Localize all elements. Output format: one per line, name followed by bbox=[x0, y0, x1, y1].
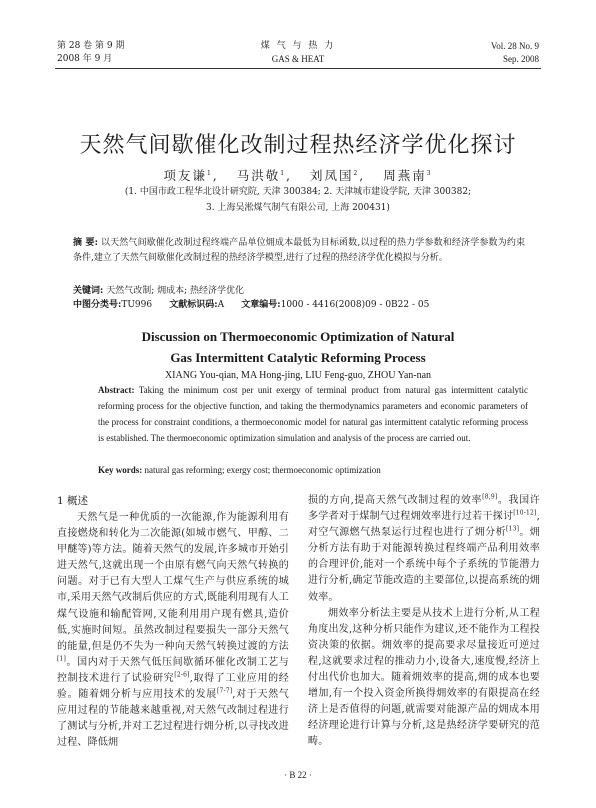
abstract-en bbox=[98, 382, 528, 446]
text-run: 。国内对于天然气低压间歇循环催化改制工艺与控制技术进行了试验研究 bbox=[57, 656, 289, 684]
article-number-value: 1000 - 4416(2008)09 - 0B22 - 05 bbox=[280, 300, 430, 310]
text-run: 天然气是一种优质的一次能源,作为能源利用有直接燃烧和转化为二次能源(如城市燃气、甲醇、二甲醚等)等方法。随着天然气的发展,许多城市开始引进天然气,这就出现一个由原有燃气向天然气转换的问题。对于已有大型人工煤气生产与供应系统的城市,采用天然气改制后供应的方式,既能利用现有人工煤气设施和输配管网,又能利用用户现有燃具,造价低,实施时间短。虽然改制过程要损失一部分天然气的能量,但是仍不失为一种向天然气转换过渡的方法 bbox=[57, 512, 289, 652]
text-run: 。我国许多学者对于煤制气过程㶲效率进行过若干探讨 bbox=[308, 495, 540, 523]
authors-cn: 项友谦$^1$, 马洪敬$^1$, 刘凤国$^2$, 周燕南$^3$ bbox=[163, 168, 433, 183]
journal-volume-en: Vol. 28 No. 9 bbox=[490, 41, 539, 51]
keywords-cn bbox=[73, 284, 525, 299]
paragraph bbox=[57, 510, 289, 751]
text-run: ,对于天然气应用过程的节能越来越重视,对天然气改制过程进行了测试与分析,并对工艺过程进行㶲分析,以寻找改进过程、降低㶲 bbox=[57, 689, 289, 749]
text-run: ,取得了工业应用的经验。随着㶲分析与应用技术的发展 bbox=[57, 672, 289, 701]
doc-code-value: A bbox=[217, 300, 225, 310]
author-affil-mark: 2 bbox=[353, 169, 360, 177]
citation: [8,9] bbox=[482, 493, 498, 501]
author-affil-mark: 3 bbox=[426, 169, 433, 177]
citation: [7-7] bbox=[216, 687, 233, 695]
article-number-label: 文章编号: bbox=[241, 300, 281, 310]
citation: [1] bbox=[57, 655, 67, 663]
affiliation-line-1: (1. 中国市政工程华北设计研究院, 天津 300384; 2. 天津城市建设学院, 天津 300382; bbox=[124, 187, 472, 197]
keywords-cn-label: 关键词: bbox=[73, 286, 104, 296]
abstract-en-text: Taking the minimum cost per unit exergy of terminal product from natural gas intermittent catalytic reforming process for the objective function, and taking the thermodynamics parameters and economic parameters of the process for constraint conditions, a thermoeconomic model for natural gas intermittent catalytic reforming process is established. The thermoeconomic optimization simulation and analysis of the process are carried out. bbox=[98, 385, 528, 443]
affiliation-line-2: 3. 上海吴淞煤气制气有限公司, 上海 200431) bbox=[206, 203, 390, 213]
clc-value: TU996 bbox=[121, 300, 153, 310]
text-run: 损的方向,提高天然气改制过程的效率 bbox=[308, 495, 483, 506]
citation: [13] bbox=[506, 525, 520, 533]
header-rule bbox=[55, 68, 541, 69]
paragraph: 㶲效率分析法主要是从技术上进行分析,从工程角度出发,这种分析只能作为建议,还不能作为工程投资决策的依据。㶲效率的提高要求尽量接近可逆过程,这就要求过程的推动力小,设备大,速度慢,经济上付出代价也加大。随着㶲效率的提高,㶲的成本也要增加,有一个投入资金所换得㶲效率的有限提高在经济上是否值得的问题,就需要对能源产品的㶲成本用经济理论进行计算与分析,这是热经济学要研究的范畴。 bbox=[308, 607, 540, 748]
abstract-cn-text: 以天然气间歇催化改制过程终端产品单位㶲成本最低为目标函数,以过程的热力学参数和经济学参数为约束条件,建立了天然气间歇催化改制过程的热经济学模型,进行了过程的热经济学优化模拟与分析。 bbox=[73, 238, 525, 263]
authors-en: XIANG You-qian, MA Hong-jing, LIU Feng-guo, ZHOU Yan-nan bbox=[164, 370, 432, 381]
body-column-right bbox=[308, 493, 540, 751]
paper-title-en-line-2: Gas Intermittent Catalytic Reforming Process bbox=[170, 350, 426, 365]
abstract-cn-label: 摘 要: bbox=[73, 238, 98, 248]
classification-line bbox=[73, 298, 525, 313]
keywords-en-label: Key words: bbox=[98, 465, 143, 475]
journal-date: 2008 年 9 月 bbox=[57, 54, 113, 64]
paper-title-en-line-1: Discussion on Thermoeconomic Optimization of Natural bbox=[141, 329, 455, 344]
author-name: 项友谦 bbox=[163, 168, 207, 183]
section-heading-overview: 1 概述 bbox=[57, 495, 89, 507]
keywords-en bbox=[98, 462, 528, 478]
citation: [10-12] bbox=[513, 509, 537, 517]
text-run: ,对空气源燃气热泵运行过程也进行了㶲分析 bbox=[308, 511, 540, 539]
paper-title-cn: 天然气间歇催化改制过程热经济学优化探讨 bbox=[79, 133, 517, 158]
citation: [2-6] bbox=[174, 671, 190, 679]
keywords-en-text: natural gas reforming; exergy cost; thermoeconomic optimization bbox=[144, 465, 381, 475]
abstract-cn bbox=[73, 236, 525, 266]
clc-label: 中图分类号: bbox=[73, 300, 122, 310]
text-run: 。㶲分析方法有助于对能源转换过程终端产品利用效率的合理评价,能对一个系统中每个子系统的节能潜力进行分析,确定节能改造的主要部位,以提高系统的㶲效率。 bbox=[308, 527, 540, 603]
journal-volume-issue: 第 28 卷 第 9 期 bbox=[57, 41, 125, 51]
journal-name-cn: 煤 气 与 热 力 bbox=[260, 41, 336, 51]
page-number: · B 22 · bbox=[284, 770, 312, 780]
author-name: 刘凤国 bbox=[309, 168, 354, 183]
journal-name-en: GAS & HEAT bbox=[271, 54, 325, 64]
author-affil-mark: 1 bbox=[206, 169, 213, 177]
author-name: 周燕南 bbox=[383, 168, 427, 183]
body-column-left bbox=[57, 510, 289, 751]
keywords-cn-text: 天然气改制; 㶲成本; 热经济学优化 bbox=[106, 286, 244, 296]
journal-date-en: Sep. 2008 bbox=[503, 54, 539, 64]
paragraph bbox=[308, 493, 540, 606]
author-affil-mark: 1 bbox=[280, 169, 287, 177]
author-name: 马洪敬 bbox=[236, 168, 281, 183]
doc-code-label: 文献标识码: bbox=[169, 300, 218, 310]
abstract-en-label: Abstract: bbox=[98, 385, 135, 395]
